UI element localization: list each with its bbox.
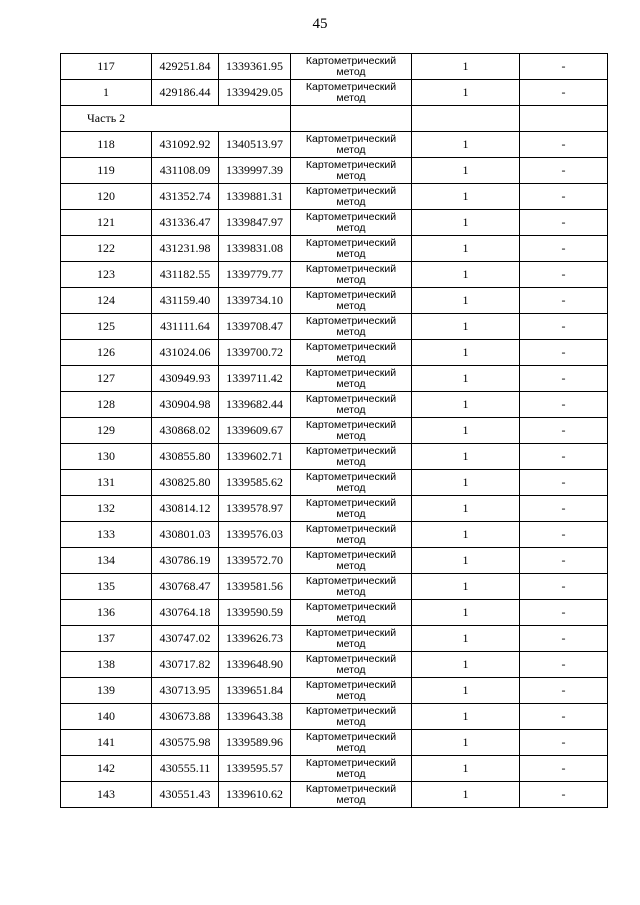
point-number-cell: 138	[61, 652, 152, 678]
y-coordinate-cell: 1339578.97	[219, 496, 291, 522]
note-cell: -	[520, 522, 608, 548]
method-cell	[291, 184, 412, 210]
method-line-1: Картометрический	[305, 132, 397, 145]
note-cell: -	[520, 730, 608, 756]
note-cell: -	[520, 184, 608, 210]
y-coordinate-cell: 1339626.73	[219, 626, 291, 652]
method-cell	[291, 652, 412, 678]
x-coordinate-cell: 431352.74	[152, 184, 219, 210]
point-number-cell: 133	[61, 522, 152, 548]
method-cell	[291, 678, 412, 704]
x-coordinate-cell: 431108.09	[152, 158, 219, 184]
table-row	[61, 158, 608, 184]
x-coordinate-cell: 431182.55	[152, 262, 219, 288]
method-cell	[291, 782, 412, 808]
method-line-1: Картометрический	[305, 470, 397, 483]
x-coordinate-cell: 430825.80	[152, 470, 219, 496]
x-coordinate-cell: 430904.98	[152, 392, 219, 418]
y-coordinate-cell: 1339590.59	[219, 600, 291, 626]
accuracy-cell: 1	[412, 548, 520, 574]
method-line-2: метод	[336, 455, 366, 468]
accuracy-cell: 1	[412, 444, 520, 470]
note-cell: -	[520, 574, 608, 600]
table-row	[61, 314, 608, 340]
method-line-2: метод	[336, 273, 366, 286]
accuracy-cell: 1	[412, 600, 520, 626]
y-coordinate-cell: 1339711.42	[219, 366, 291, 392]
y-coordinate-cell: 1339581.56	[219, 574, 291, 600]
x-coordinate-cell: 431159.40	[152, 288, 219, 314]
table-row	[61, 756, 608, 782]
table-row	[61, 470, 608, 496]
method-cell	[291, 54, 412, 80]
accuracy-cell: 1	[412, 496, 520, 522]
y-coordinate-cell: 1339734.10	[219, 288, 291, 314]
note-cell: -	[520, 626, 608, 652]
method-line-1: Картометрический	[305, 704, 397, 717]
point-number-cell: 141	[61, 730, 152, 756]
y-coordinate-cell: 1339643.38	[219, 704, 291, 730]
note-cell: -	[520, 366, 608, 392]
section-row	[61, 106, 608, 132]
point-number-cell: 127	[61, 366, 152, 392]
accuracy-cell: 1	[412, 314, 520, 340]
method-line-2: метод	[336, 325, 366, 338]
y-coordinate-cell: 1339682.44	[219, 392, 291, 418]
point-number-cell: 121	[61, 210, 152, 236]
x-coordinate-cell: 431092.92	[152, 132, 219, 158]
note-cell: -	[520, 548, 608, 574]
x-coordinate-cell: 431111.64	[152, 314, 219, 340]
method-line-2: метод	[336, 637, 366, 650]
method-line-2: метод	[336, 585, 366, 598]
note-cell: -	[520, 288, 608, 314]
method-line-1: Картометрический	[305, 392, 397, 405]
accuracy-cell: 1	[412, 704, 520, 730]
table-row	[61, 522, 608, 548]
method-line-2: метод	[336, 351, 366, 364]
y-coordinate-cell: 1339779.77	[219, 262, 291, 288]
method-cell	[291, 756, 412, 782]
point-number-cell: 136	[61, 600, 152, 626]
method-cell	[291, 262, 412, 288]
table-row	[61, 548, 608, 574]
y-coordinate-cell: 1340513.97	[219, 132, 291, 158]
x-coordinate-cell: 430764.18	[152, 600, 219, 626]
coordinates-table-body	[61, 54, 608, 808]
table-row	[61, 54, 608, 80]
y-coordinate-cell: 1339602.71	[219, 444, 291, 470]
table-row	[61, 678, 608, 704]
method-cell	[291, 132, 412, 158]
method-line-1: Картометрический	[305, 236, 397, 249]
table-row	[61, 262, 608, 288]
point-number-cell: 1	[61, 80, 152, 106]
method-line-2: метод	[336, 403, 366, 416]
x-coordinate-cell: 430551.43	[152, 782, 219, 808]
accuracy-cell: 1	[412, 756, 520, 782]
point-number-cell: 140	[61, 704, 152, 730]
x-coordinate-cell: 430713.95	[152, 678, 219, 704]
table-row	[61, 782, 608, 808]
x-coordinate-cell: 430855.80	[152, 444, 219, 470]
point-number-cell: 130	[61, 444, 152, 470]
method-line-1: Картометрический	[305, 80, 397, 93]
y-coordinate-cell: 1339585.62	[219, 470, 291, 496]
accuracy-cell: 1	[412, 158, 520, 184]
x-coordinate-cell: 430786.19	[152, 548, 219, 574]
method-line-1: Картометрический	[305, 652, 397, 665]
accuracy-cell: 1	[412, 184, 520, 210]
note-cell: -	[520, 470, 608, 496]
method-cell	[291, 444, 412, 470]
method-line-2: метод	[336, 429, 366, 442]
method-cell	[291, 548, 412, 574]
accuracy-cell: 1	[412, 418, 520, 444]
method-line-2: метод	[336, 65, 366, 78]
x-coordinate-cell: 430555.11	[152, 756, 219, 782]
method-cell	[291, 470, 412, 496]
table-row	[61, 392, 608, 418]
y-coordinate-cell: 1339572.70	[219, 548, 291, 574]
method-cell	[291, 210, 412, 236]
method-cell	[291, 340, 412, 366]
accuracy-cell: 1	[412, 366, 520, 392]
table-row	[61, 704, 608, 730]
method-line-2: метод	[336, 611, 366, 624]
x-coordinate-cell: 430768.47	[152, 574, 219, 600]
empty-cell	[291, 106, 412, 132]
x-coordinate-cell: 430717.82	[152, 652, 219, 678]
x-coordinate-cell: 429186.44	[152, 80, 219, 106]
method-cell	[291, 80, 412, 106]
table-row	[61, 600, 608, 626]
point-number-cell: 128	[61, 392, 152, 418]
method-line-2: метод	[336, 741, 366, 754]
y-coordinate-cell: 1339361.95	[219, 54, 291, 80]
note-cell: -	[520, 704, 608, 730]
table-row	[61, 288, 608, 314]
empty-cell	[520, 106, 608, 132]
note-cell: -	[520, 80, 608, 106]
accuracy-cell: 1	[412, 80, 520, 106]
point-number-cell: 135	[61, 574, 152, 600]
coordinates-table	[60, 53, 608, 808]
y-coordinate-cell: 1339609.67	[219, 418, 291, 444]
method-line-2: метод	[336, 689, 366, 702]
note-cell: -	[520, 158, 608, 184]
method-cell	[291, 600, 412, 626]
table-row	[61, 236, 608, 262]
y-coordinate-cell: 1339429.05	[219, 80, 291, 106]
point-number-cell: 117	[61, 54, 152, 80]
point-number-cell: 131	[61, 470, 152, 496]
table-row	[61, 652, 608, 678]
page-number: 45	[312, 16, 328, 32]
method-line-1: Картометрический	[305, 730, 397, 743]
note-cell: -	[520, 782, 608, 808]
method-line-2: метод	[336, 169, 366, 182]
method-line-1: Картометрический	[305, 158, 397, 171]
y-coordinate-cell: 1339589.96	[219, 730, 291, 756]
method-line-1: Картометрический	[305, 340, 397, 353]
method-line-1: Картометрический	[305, 262, 397, 275]
accuracy-cell: 1	[412, 626, 520, 652]
method-cell	[291, 496, 412, 522]
accuracy-cell: 1	[412, 470, 520, 496]
note-cell: -	[520, 444, 608, 470]
accuracy-cell: 1	[412, 340, 520, 366]
method-cell	[291, 314, 412, 340]
x-coordinate-cell: 430949.93	[152, 366, 219, 392]
accuracy-cell: 1	[412, 132, 520, 158]
note-cell: -	[520, 652, 608, 678]
point-number-cell: 132	[61, 496, 152, 522]
point-number-cell: 124	[61, 288, 152, 314]
accuracy-cell: 1	[412, 236, 520, 262]
y-coordinate-cell: 1339595.57	[219, 756, 291, 782]
method-cell	[291, 626, 412, 652]
x-coordinate-cell: 430673.88	[152, 704, 219, 730]
method-line-2: метод	[336, 299, 366, 312]
note-cell: -	[520, 54, 608, 80]
table-row	[61, 132, 608, 158]
point-number-cell: 139	[61, 678, 152, 704]
method-line-1: Картометрический	[305, 184, 397, 197]
note-cell: -	[520, 262, 608, 288]
method-line-1: Картометрический	[305, 756, 397, 769]
method-line-2: метод	[336, 247, 366, 260]
note-cell: -	[520, 392, 608, 418]
note-cell: -	[520, 210, 608, 236]
method-cell	[291, 574, 412, 600]
table-row	[61, 444, 608, 470]
method-line-1: Картометрический	[305, 600, 397, 613]
method-line-1: Картометрический	[305, 210, 397, 223]
method-line-2: метод	[336, 143, 366, 156]
y-coordinate-cell: 1339847.97	[219, 210, 291, 236]
section-label: Часть 2	[61, 106, 291, 132]
point-number-cell: 125	[61, 314, 152, 340]
method-cell	[291, 236, 412, 262]
method-line-2: метод	[336, 221, 366, 234]
y-coordinate-cell: 1339700.72	[219, 340, 291, 366]
y-coordinate-cell: 1339997.39	[219, 158, 291, 184]
point-number-cell: 129	[61, 418, 152, 444]
accuracy-cell: 1	[412, 262, 520, 288]
method-line-2: метод	[336, 195, 366, 208]
y-coordinate-cell: 1339576.03	[219, 522, 291, 548]
accuracy-cell: 1	[412, 392, 520, 418]
accuracy-cell: 1	[412, 730, 520, 756]
method-line-1: Картометрический	[305, 54, 397, 67]
method-line-2: метод	[336, 793, 366, 806]
accuracy-cell: 1	[412, 54, 520, 80]
note-cell: -	[520, 496, 608, 522]
point-number-cell: 126	[61, 340, 152, 366]
y-coordinate-cell: 1339831.08	[219, 236, 291, 262]
method-line-2: метод	[336, 767, 366, 780]
accuracy-cell: 1	[412, 652, 520, 678]
y-coordinate-cell: 1339648.90	[219, 652, 291, 678]
method-cell	[291, 522, 412, 548]
table-row	[61, 80, 608, 106]
method-cell	[291, 158, 412, 184]
table-row	[61, 496, 608, 522]
y-coordinate-cell: 1339610.62	[219, 782, 291, 808]
note-cell: -	[520, 756, 608, 782]
point-number-cell: 137	[61, 626, 152, 652]
method-line-2: метод	[336, 91, 366, 104]
x-coordinate-cell: 431024.06	[152, 340, 219, 366]
method-line-2: метод	[336, 533, 366, 546]
accuracy-cell: 1	[412, 210, 520, 236]
method-line-2: метод	[336, 481, 366, 494]
table-row	[61, 574, 608, 600]
x-coordinate-cell: 431336.47	[152, 210, 219, 236]
point-number-cell: 122	[61, 236, 152, 262]
method-line-2: метод	[336, 377, 366, 390]
method-line-2: метод	[336, 559, 366, 572]
note-cell: -	[520, 340, 608, 366]
point-number-cell: 119	[61, 158, 152, 184]
method-line-2: метод	[336, 663, 366, 676]
accuracy-cell: 1	[412, 574, 520, 600]
method-line-1: Картометрический	[305, 366, 397, 379]
method-cell	[291, 730, 412, 756]
table-row	[61, 340, 608, 366]
table-row	[61, 366, 608, 392]
note-cell: -	[520, 236, 608, 262]
x-coordinate-cell: 430868.02	[152, 418, 219, 444]
point-number-cell: 118	[61, 132, 152, 158]
note-cell: -	[520, 678, 608, 704]
method-line-1: Картометрический	[305, 522, 397, 535]
x-coordinate-cell: 430575.98	[152, 730, 219, 756]
table-row	[61, 418, 608, 444]
x-coordinate-cell: 430747.02	[152, 626, 219, 652]
note-cell: -	[520, 132, 608, 158]
x-coordinate-cell: 429251.84	[152, 54, 219, 80]
table-row	[61, 730, 608, 756]
point-number-cell: 142	[61, 756, 152, 782]
point-number-cell: 120	[61, 184, 152, 210]
method-line-1: Картометрический	[305, 626, 397, 639]
method-cell	[291, 418, 412, 444]
y-coordinate-cell: 1339651.84	[219, 678, 291, 704]
accuracy-cell: 1	[412, 782, 520, 808]
method-line-1: Картометрический	[305, 288, 397, 301]
accuracy-cell: 1	[412, 288, 520, 314]
method-line-1: Картометрический	[305, 496, 397, 509]
method-line-1: Картометрический	[305, 418, 397, 431]
note-cell: -	[520, 314, 608, 340]
empty-cell	[412, 106, 520, 132]
method-cell	[291, 392, 412, 418]
table-row	[61, 626, 608, 652]
method-cell	[291, 366, 412, 392]
note-cell: -	[520, 418, 608, 444]
point-number-cell: 134	[61, 548, 152, 574]
method-line-1: Картометрический	[305, 678, 397, 691]
method-line-1: Картометрический	[305, 782, 397, 795]
x-coordinate-cell: 431231.98	[152, 236, 219, 262]
method-line-2: метод	[336, 507, 366, 520]
point-number-cell: 123	[61, 262, 152, 288]
accuracy-cell: 1	[412, 678, 520, 704]
y-coordinate-cell: 1339708.47	[219, 314, 291, 340]
method-line-1: Картометрический	[305, 574, 397, 587]
method-line-2: метод	[336, 715, 366, 728]
method-line-1: Картометрический	[305, 314, 397, 327]
method-cell	[291, 288, 412, 314]
table-row	[61, 210, 608, 236]
note-cell: -	[520, 600, 608, 626]
accuracy-cell: 1	[412, 522, 520, 548]
method-cell	[291, 704, 412, 730]
method-line-1: Картометрический	[305, 548, 397, 561]
table-row	[61, 184, 608, 210]
x-coordinate-cell: 430814.12	[152, 496, 219, 522]
point-number-cell: 143	[61, 782, 152, 808]
y-coordinate-cell: 1339881.31	[219, 184, 291, 210]
x-coordinate-cell: 430801.03	[152, 522, 219, 548]
method-line-1: Картометрический	[305, 444, 397, 457]
